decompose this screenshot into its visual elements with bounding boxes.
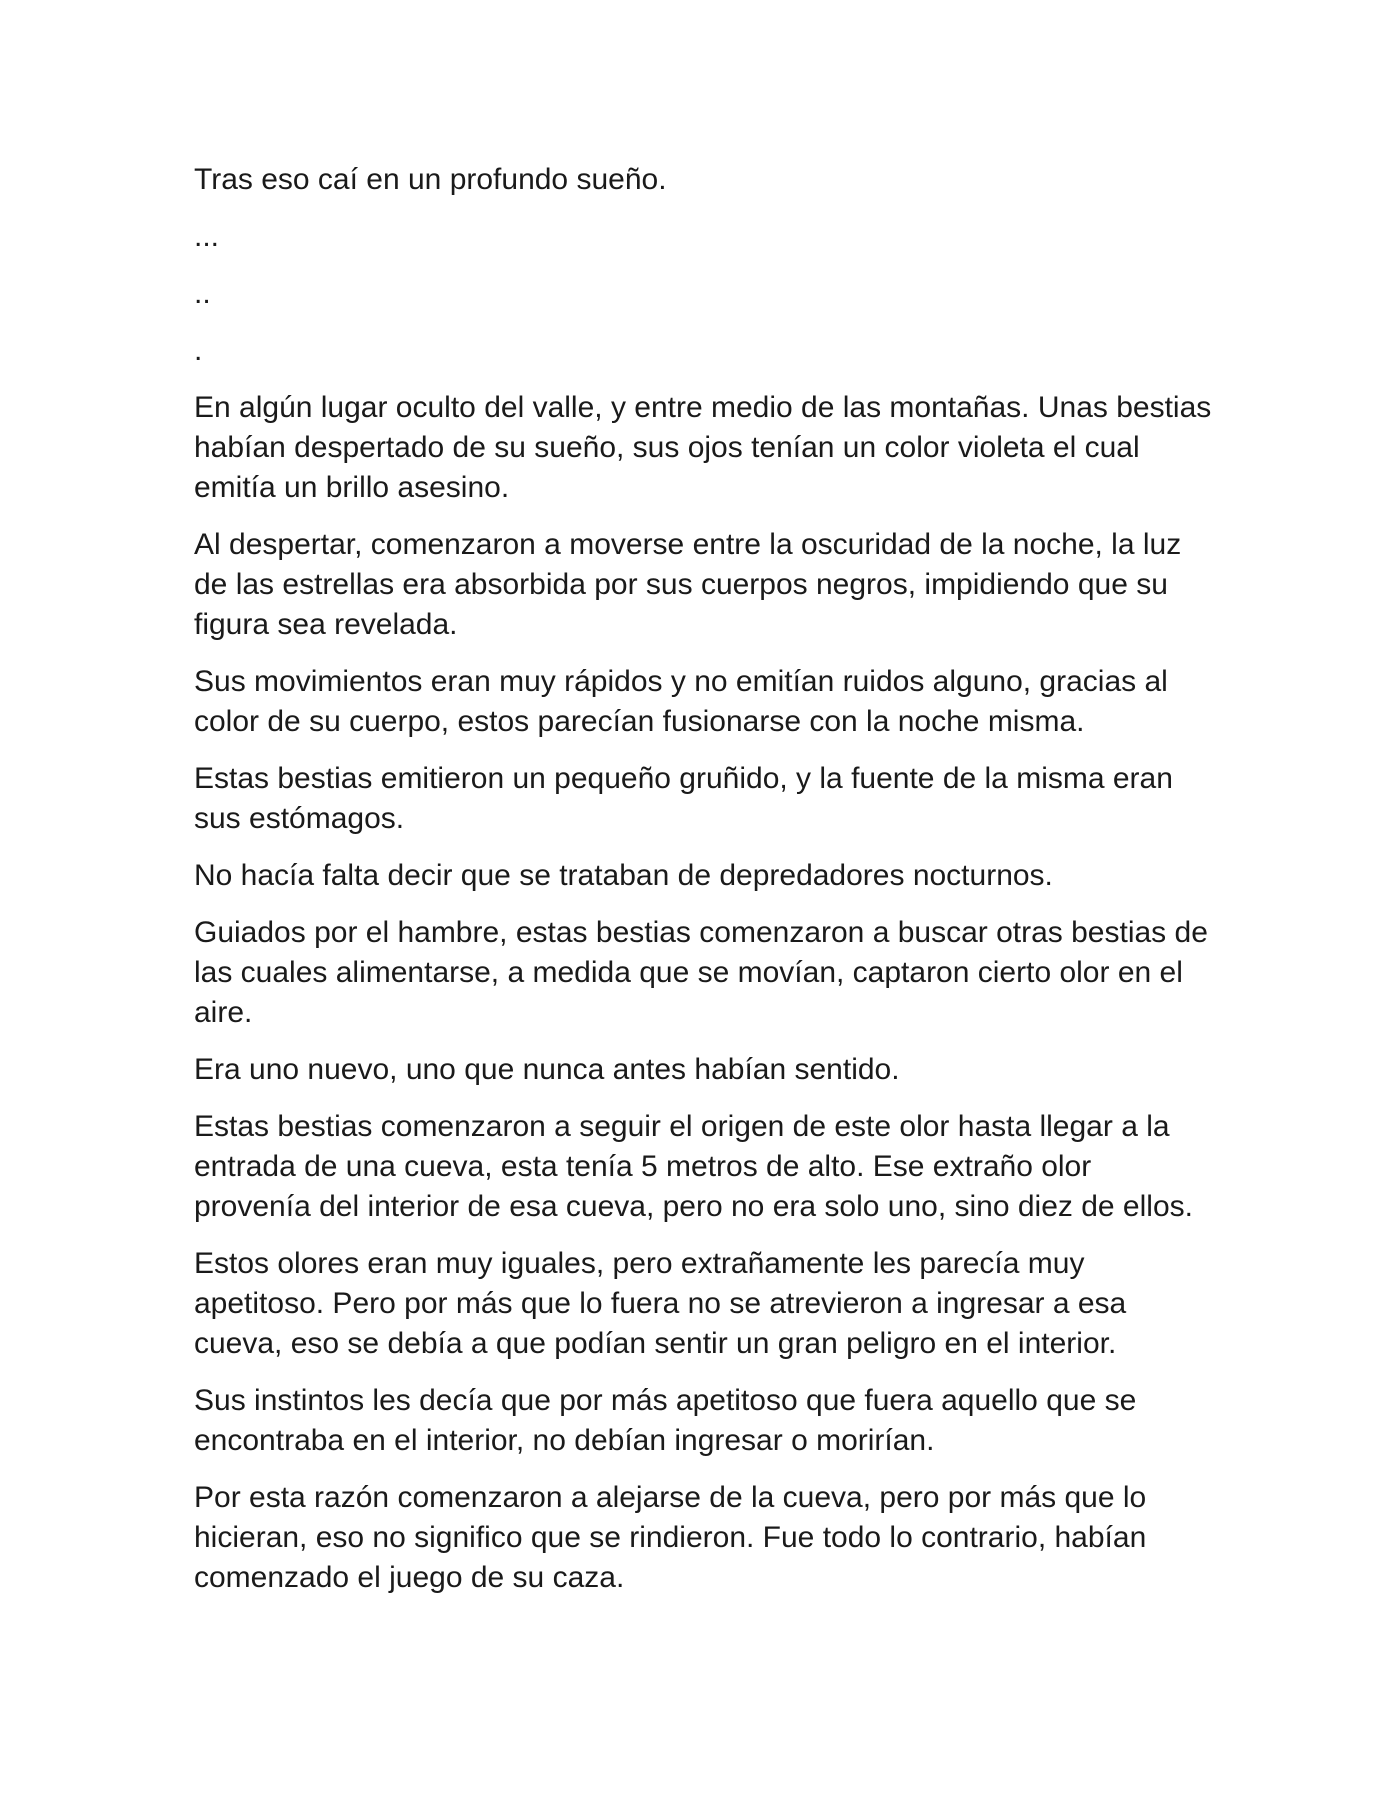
paragraph-1: Tras eso caí en un profundo sueño. — [194, 163, 667, 196]
ellipsis-three-dots: ... — [194, 220, 220, 253]
paragraph-grunido: Estas bestias emitieron un pequeño gruñido, y la fuente de la misma eran sus estómagos. — [194, 762, 1182, 835]
paragraph-caza: Por esta razón comenzaron a alejarse de la cueva, pero por más que lo hicieran, eso no significo que se rindieron. Fue todo lo contrario, habían comenzado el juego de su caza. — [194, 1481, 1155, 1594]
paragraph-instintos: Sus instintos les decía que por más apetitoso que fuera aquello que se encontraba en el interior, no debían ingresar o morirían. — [194, 1384, 1145, 1457]
paragraph-olores: Estos olores eran muy iguales, pero extrañamente les parecía muy apetitoso. Pero por más que lo fuera no se atrevieron a ingresar a esa cueva, eso se debía a que podían sentir un gran peligro en el interior. — [194, 1247, 1135, 1360]
paragraph-movimientos: Sus movimientos eran muy rápidos y no emitían ruidos alguno, gracias al color de su cuerpo, estos parecían fusionarse con la noche misma. — [194, 665, 1177, 738]
ellipsis-two-dots: .. — [194, 277, 211, 310]
ellipsis-one-dot: . — [194, 334, 203, 367]
paragraph-despertar: Al despertar, comenzaron a moverse entre la oscuridad de la noche, la luz de las estrellas era absorbida por sus cuerpos negros, impidiendo que su figura sea revelada. — [194, 528, 1190, 641]
paragraph-hambre: Guiados por el hambre, estas bestias comenzaron a buscar otras bestias de las cuales alimentarse, a medida que se movían, captaron cierto olor en el aire. — [194, 916, 1217, 1029]
paragraph-valle: En algún lugar oculto del valle, y entre medio de las montañas. Unas bestias habían despertado de su sueño, sus ojos tenían un color violeta el cual emitía un brillo asesino. — [194, 391, 1220, 504]
document-body — [194, 160, 1220, 1615]
paragraph-depredadores: No hacía falta decir que se trataban de depredadores nocturnos. — [194, 859, 1053, 892]
paragraph-olor-nuevo: Era uno nuevo, uno que nunca antes habían sentido. — [194, 1053, 900, 1086]
paragraph-cueva: Estas bestias comenzaron a seguir el origen de este olor hasta llegar a la entrada de una cueva, esta tenía 5 metros de alto. Ese extraño olor provenía del interior de esa cueva, pero no era solo uno, sino diez de ellos. — [194, 1110, 1193, 1223]
